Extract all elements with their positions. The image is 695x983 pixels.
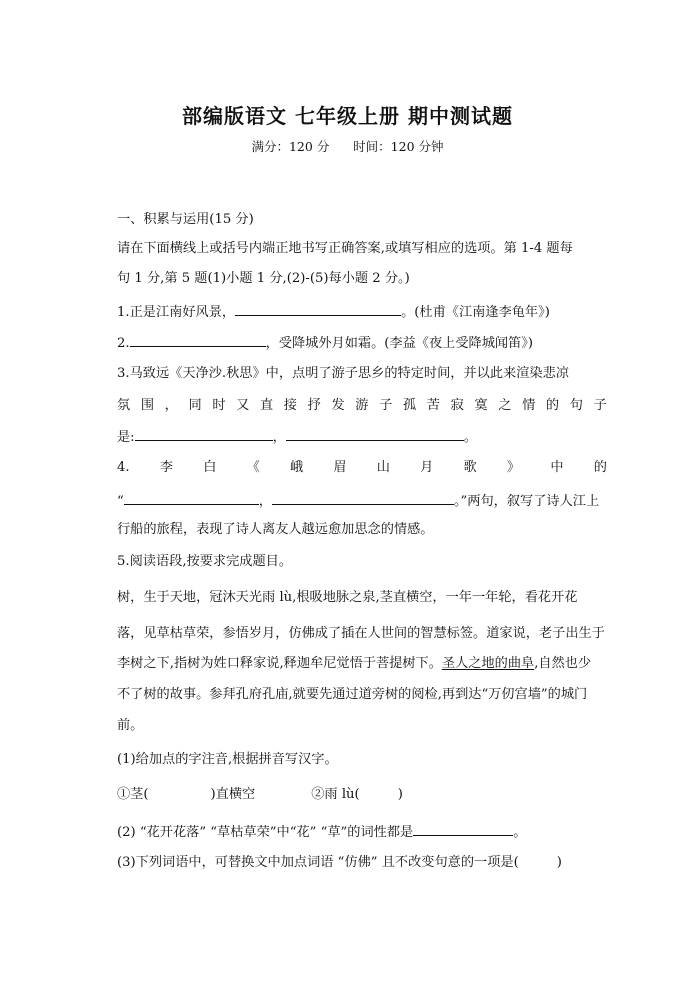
q4-end: 。”两句，叙写了诗人江上: [453, 494, 600, 509]
q3-line-2-char: 之: [498, 398, 512, 413]
q4-line-1-char: 白: [203, 460, 217, 475]
question-4-line-2: [117, 490, 607, 511]
q3-line-2-char: 时: [212, 398, 226, 413]
q3-answer-blank-1[interactable]: [135, 426, 273, 441]
q3-line-2-char: 句: [569, 398, 583, 413]
q3-line-2-char: 直: [259, 398, 274, 413]
question-4-line-3: 行船的旅程，表现了诗人离友人越远愈加思念的情感。: [117, 522, 434, 537]
q4-line-1-char: 李: [159, 460, 173, 475]
q1-suffix: 。(杜甫《江南逢李龟年》): [401, 305, 550, 320]
q4-line-1-char: 4.: [117, 460, 130, 475]
q3-line-2-char: 接: [283, 398, 297, 413]
passage-underlined-phrase: 圣人之地的曲阜: [441, 656, 535, 671]
q3-line-2-char: 寞: [474, 398, 488, 413]
question-5-heading: 5.阅读语段,按要求完成题目。: [117, 554, 293, 569]
q3-line-2-char: 寂: [450, 398, 464, 413]
q2-suffix: ，受降城外月如霜。(李益《夜上受降城闻笛》): [265, 336, 534, 351]
q4-line-1-char: 眉: [333, 460, 347, 475]
sub-question-1: (1)给加点的字注音,根据拼音写汉字。: [117, 752, 338, 767]
question-1: [117, 301, 607, 322]
sub1-item-a-close: )直横空: [210, 787, 256, 802]
q3-prefix: 是:: [117, 430, 135, 445]
q4-mid: ，: [258, 494, 272, 509]
q3-line-2-char: 子: [593, 398, 607, 413]
sub3-text: (3)下列词语中，可替换文中加点词语 “仿佛” 且不改变句意的一项是(: [117, 855, 519, 870]
q4-line-1-char: 山: [376, 460, 390, 475]
instructions-line-2: 句 1 分,第 5 题(1)小题 1 分,(2)-(5)每小题 2 分。): [117, 271, 410, 286]
question-4-line-1: [117, 459, 607, 477]
q4-line-1-char: 歌: [463, 460, 477, 475]
question-3-line-3: [117, 426, 607, 447]
q3-line-2-char: 围: [140, 398, 155, 413]
passage-line-3-c: ,自然也少: [534, 656, 592, 671]
q3-line-2-char: 发: [331, 398, 345, 413]
q2-answer-blank[interactable]: [130, 332, 266, 347]
sub-question-1-items: [117, 786, 607, 804]
section-heading: 一、积累与运用(15 分): [117, 212, 254, 227]
sub2-text: (2) “花开花落” “草枯草荣”中“花” “草”的词性都是: [117, 825, 414, 840]
question-3-line-1: 3.马致远《天净沙.秋思》中，点明了游子思乡的特定时间，并以此来渲染悲凉: [117, 366, 569, 381]
sub1-item-a: ①茎(: [117, 787, 149, 802]
sub-question-3: [117, 854, 607, 872]
q4-line-1-char: 的: [593, 460, 607, 475]
time-text: 时间：120 分钟: [353, 139, 444, 154]
q4-line-1-char: 》: [506, 460, 521, 475]
page-title: 部编版语文 七年级上册 期中测试题: [182, 104, 513, 128]
q4-open-quote: “: [117, 494, 124, 509]
q3-mid: ，: [272, 430, 286, 445]
q4-line-1-char: 《: [246, 460, 260, 475]
exam-meta: [0, 137, 695, 155]
q3-line-2-char: 苦: [426, 398, 440, 413]
q1-answer-blank[interactable]: [235, 301, 401, 316]
q4-line-1-char: 峨: [289, 460, 304, 475]
q4-line-1-char: 月: [420, 460, 434, 475]
question-2: [117, 332, 607, 353]
sub-question-2: [117, 821, 607, 842]
q3-answer-blank-2[interactable]: [286, 426, 464, 441]
q3-end: 。: [463, 430, 478, 445]
sub1-item-b-close: ): [397, 787, 403, 802]
q3-line-2-char: 孤: [402, 398, 417, 413]
q3-line-2-char: 的: [545, 398, 560, 413]
q3-line-2-char: 子: [379, 398, 393, 413]
passage-line-3: [117, 655, 607, 673]
q3-line-2-char: 抒: [307, 398, 321, 413]
q4-answer-blank-2[interactable]: [272, 490, 454, 505]
q3-line-2-char: ，: [164, 398, 178, 413]
passage-line-5: 前。: [117, 718, 144, 733]
sub3-close: ): [556, 855, 562, 870]
q3-line-2-char: 同: [188, 398, 202, 413]
score-text: 满分：120 分: [251, 139, 330, 154]
q3-line-2-char: 又: [236, 398, 250, 413]
sub2-answer-blank[interactable]: [413, 821, 513, 836]
q1-prefix: 1.正是江南好风景，: [117, 305, 236, 320]
sub1-item-b: ②雨 lù(: [311, 787, 360, 802]
question-3-line-2: [117, 397, 607, 415]
passage-line-3-a: 李树之下,指树为姓口释家说,释迦牟尼觉悟于菩提树下。: [117, 656, 442, 671]
q4-line-1-char: 中: [550, 460, 564, 475]
passage-line-1: 树，生于天地，冠沐天光雨 lù,根吸地脉之泉,茎直横空，一年一年轮，看花开花: [117, 590, 578, 605]
q3-line-2-char: 游: [355, 398, 369, 413]
q2-prefix: 2.: [117, 336, 130, 351]
q4-answer-blank-1[interactable]: [124, 490, 259, 505]
q3-line-2-char: 氛: [117, 398, 131, 413]
passage-line-2: 落，见草枯草荣，参悟岁月，仿佛成了插在人世间的智慧标签。道家说，老子出生于: [117, 626, 605, 641]
passage-line-4: 不了树的故事。参拜孔府孔庙,就要先通过道旁树的阅检,再到达“万仞宫墙”的城门: [117, 687, 588, 702]
instructions-line-1: 请在下面横线上或括号内端正地书写正确答案,或填写相应的选项。第 1-4 题每: [117, 241, 573, 256]
q3-line-2-char: 情: [522, 398, 536, 413]
sub2-end: 。: [513, 825, 527, 840]
